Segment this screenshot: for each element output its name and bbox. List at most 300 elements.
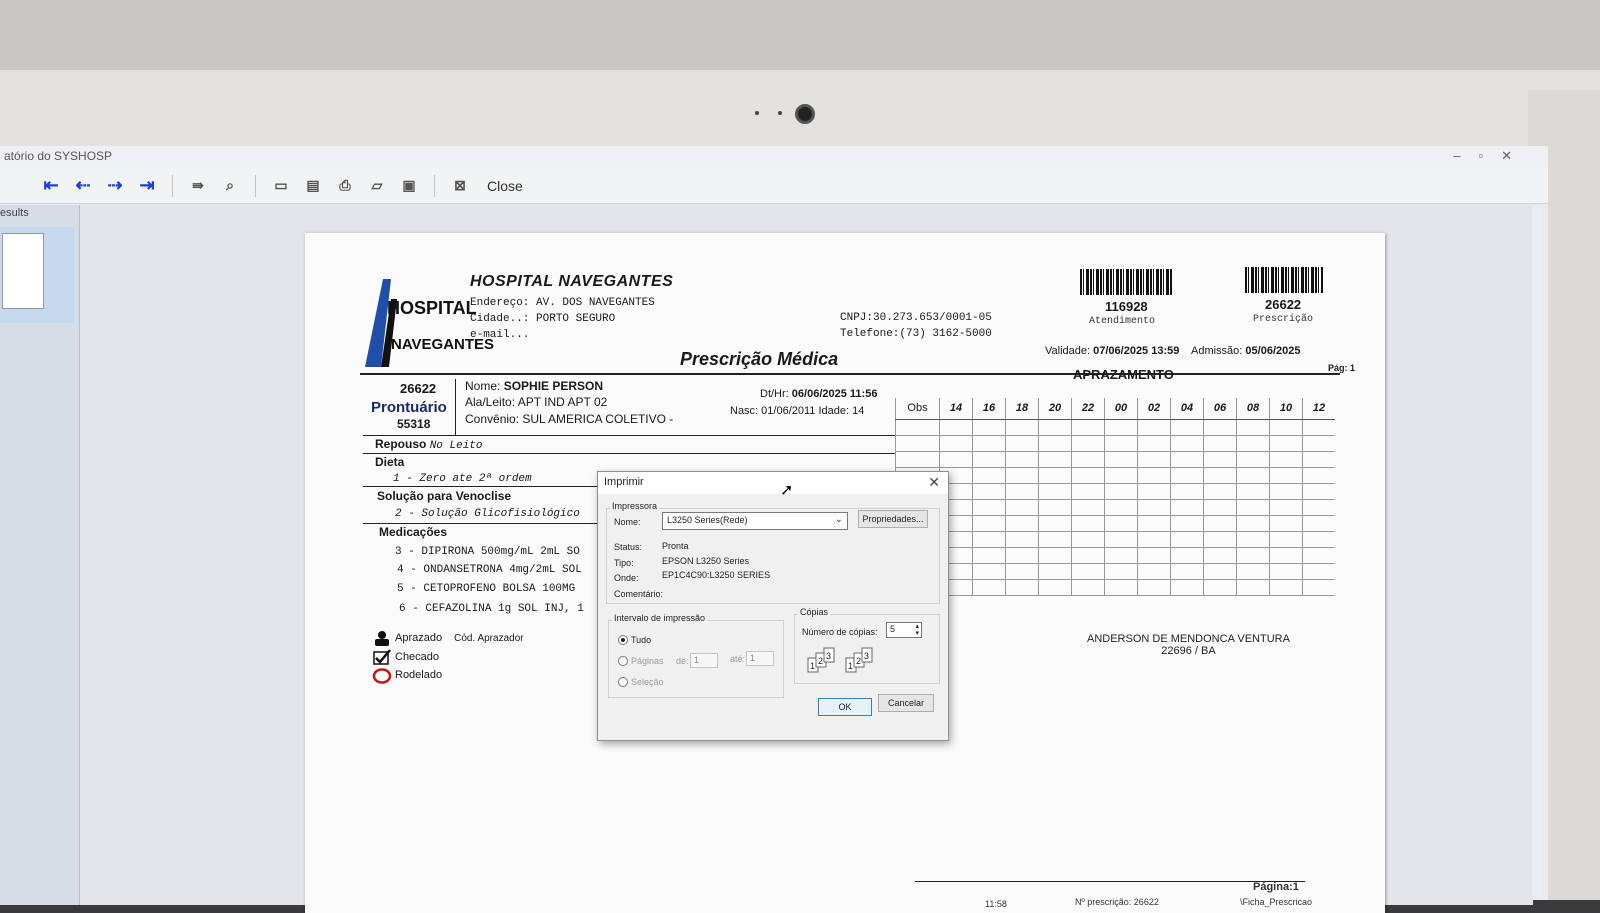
circle-mark-icon [373,667,391,683]
atendimento-number: 116928 [1105,299,1148,314]
prontuario-top-number: 26622 [400,381,437,396]
grid-cell [1302,548,1335,563]
grid-cell [1104,500,1137,515]
printer-select[interactable] [662,512,848,530]
grid-cell [1104,532,1137,547]
grid-row [895,532,1335,548]
grid-cell [1137,436,1170,451]
grid-cell [972,484,1005,499]
printer-name-label: Nome: [614,517,641,527]
section-rule [363,435,895,436]
medicacoes-heading: Medicações [379,525,448,539]
dialog-close-icon[interactable]: ✕ [928,474,940,490]
grid-cell [1038,532,1071,547]
grid-cell [1137,500,1170,515]
footer-page: Página:1 [1253,881,1299,893]
grid-cell [1170,452,1203,467]
grid-header-obs: Obs [895,398,939,419]
solucao-heading: Solução para Venoclise [377,489,512,503]
prescription-datetime [760,388,877,400]
grid-cell [1170,564,1203,579]
svg-text:2: 2 [818,656,824,666]
grid-row [895,436,1335,452]
type-label: Tipo: [614,558,634,568]
report-toolbar [0,168,1548,204]
grid-cell [1269,436,1302,451]
validade-label: Validade: [1045,345,1091,357]
grid-cell [1236,436,1269,451]
patient-box-divider [455,379,456,435]
dieta-item: 1 - Zero ate 2ª ordem [393,473,532,485]
grid-cell [1170,580,1203,595]
grid-cell [1269,452,1302,467]
repouso-value: No Leito [429,440,483,452]
hospital-cnpj: CNPJ:30.273.653/0001-05 [840,312,992,324]
grid-cell [1236,580,1269,595]
grid-cell [1005,580,1038,595]
dthr-label: Dt/Hr: [760,388,789,400]
grid-cell [1269,420,1302,435]
dialog-titlebar [598,472,948,494]
print-dialog [597,471,949,741]
grid-cell [1203,564,1236,579]
radio-icon [618,656,628,666]
grid-cell [1005,516,1038,531]
legend-checado-label: Checado [395,651,440,663]
grid-cell [1302,532,1335,547]
hospital-logo [357,269,495,369]
grid-cell [1236,484,1269,499]
grid-cell [1203,420,1236,435]
grid-cell [1236,564,1269,579]
grid-row [895,468,1335,484]
previous-page-icon[interactable]: ⇠ [75,175,91,195]
hospital-phone: Telefone:(73) 3162-5000 [840,328,992,340]
close-button[interactable]: Close [487,177,523,194]
patient-bed: Ala/Leito: APT IND APT 02 [465,395,608,409]
save-icon[interactable]: ▣ [402,177,416,193]
type-value: EPSON L3250 Series [662,556,750,566]
grid-header-hour: 10 [1269,398,1302,419]
person-icon [373,630,391,646]
copies-label: Cópias [800,607,829,617]
legend-cod-aprazador: Cód. Aprazador [454,632,524,644]
grid-cell [1071,436,1104,451]
exit-icon[interactable]: ⊠ [454,177,466,193]
grid-cell [1203,468,1236,483]
grid-cell [1269,468,1302,483]
prescricao-label: Prescrição [1253,314,1314,325]
grid-cell [1038,436,1071,451]
grid-header-hour: 04 [1170,398,1203,419]
status-label: Status: [614,542,643,552]
radio-icon [618,677,628,687]
grid-cell [1005,452,1038,467]
grid-header-row [895,398,1335,420]
atendimento-barcode [1080,269,1172,295]
grid-cell [1302,580,1335,595]
grid-cell [1302,468,1335,483]
find-icon[interactable]: ⌕ [226,177,234,193]
grid-cell [1236,420,1269,435]
grid-cell [1170,516,1203,531]
patient-name-line [465,379,603,393]
grid-cell [1302,500,1335,515]
repouso-label: Repouso [375,437,427,451]
window-title: atório do SYSHOSP [4,149,113,163]
grid-cell [895,420,939,435]
grid-cell [1302,564,1335,579]
grid-cell [1302,420,1335,435]
grid-cell [1170,484,1203,499]
grid-cell [1005,564,1038,579]
grid-cell [1137,564,1170,579]
grid-cell [1170,420,1203,435]
admissao-value: 05/06/2025 [1245,345,1301,357]
grid-cell [1236,548,1269,563]
footer-time: 11:58 [985,899,1007,909]
grid-cell [895,452,939,467]
grid-cell [1137,580,1170,595]
prescricao-number: 26622 [1265,297,1302,312]
medication-item: 6 - CEFAZOLINA 1g SOL INJ, 1 [399,603,584,615]
validity-line [1045,345,1300,357]
range-all-radio[interactable] [618,635,651,645]
grid-header-hour: 08 [1236,398,1269,419]
grid-cell [1038,452,1071,467]
hospital-name: HOSPITAL NAVEGANTES [470,273,674,290]
grid-cell [1104,468,1137,483]
legend-rodelado-label: Rodelado [395,669,443,681]
grid-cell [1236,532,1269,547]
grid-header-hour: 06 [1203,398,1236,419]
print-icon[interactable]: ⎙ [339,177,351,193]
next-page-icon[interactable]: ⇢ [107,175,123,195]
window-titlebar [0,146,1548,168]
chevron-down-icon: ⌄ [834,514,843,525]
grid-cell [1170,532,1203,547]
range-all-label: Tudo [631,635,652,645]
where-label: Onde: [614,573,639,583]
grid-cell [1236,468,1269,483]
toolbar-separator [255,175,256,197]
grid-header-hour: 14 [939,398,972,419]
grid-header-hour: 00 [1104,398,1137,419]
grid-header-hour: 20 [1038,398,1071,419]
comment-label: Comentário: [614,589,664,599]
atendimento-label: Atendimento [1089,316,1156,327]
grid-cell [1104,580,1137,595]
close-icon[interactable]: ✕ [1501,148,1530,163]
grid-cell [972,580,1005,595]
window-controls [1453,148,1530,164]
patient-name: SOPHIE PERSON [503,379,604,393]
page-indicator: Pág: 1 [1327,363,1355,373]
legend-aprazado [373,630,524,646]
grid-cell [1071,452,1104,467]
grid-cell [1137,548,1170,563]
dthr-value: 06/06/2025 11:56 [791,388,878,400]
grid-cell [1137,532,1170,547]
grid-cell [939,452,972,467]
grid-cell [1071,484,1104,499]
mouse-cursor-icon: ➚ [780,482,794,499]
grid-row [895,452,1335,468]
grid-cell [1170,436,1203,451]
grid-cell [1005,484,1038,499]
footer-prescription-number: Nº prescrição: 26622 [1075,897,1159,907]
grid-row [895,500,1335,516]
screen [0,146,1548,909]
section-rule [363,453,895,454]
range-selection-label: Seleção [631,677,664,687]
grid-cell [1170,500,1203,515]
grid-cell [1104,548,1137,563]
document-title: Prescrição Médica [680,349,839,369]
nome-label: Nome: [465,379,501,393]
grid-cell [1203,516,1236,531]
grid-cell [939,420,972,435]
grid-row [895,548,1335,564]
logo-text-hospital: HOSPITAL [387,298,477,318]
svg-text:2: 2 [856,656,862,666]
grid-row [895,484,1335,500]
first-page-icon[interactable]: ⇤ [43,175,59,195]
hospital-email: e-mail... [470,329,530,341]
aprazamento-grid [895,398,1335,598]
range-pages-radio[interactable] [618,656,664,666]
grid-cell [1071,580,1104,595]
grid-header-hour: 12 [1302,398,1335,419]
grid-cell [1071,532,1104,547]
cancel-button[interactable]: Cancelar [878,694,934,712]
patient-birth-age: Nasc: 01/06/2011 Idade: 14 [730,405,865,417]
grid-cell [1005,436,1038,451]
grid-cell [1104,436,1137,451]
legend-rodelado [373,667,442,683]
page-setup-icon[interactable]: ▭ [274,177,288,193]
grid-header-hour: 16 [972,398,1005,419]
ok-button[interactable]: OK [818,698,872,716]
grid-cell [972,564,1005,579]
grid-cell [939,436,972,451]
grid-cell [1203,548,1236,563]
grid-cell [1104,420,1137,435]
to-label: até: [730,654,746,664]
grid-cell [1269,564,1302,579]
copies-count-input[interactable] [886,622,922,638]
copies-count-label: Número de cópias: [802,627,878,637]
grid-cell [1236,452,1269,467]
grid-cell [972,532,1005,547]
grid-cell [1071,564,1104,579]
grid-cell [1071,468,1104,483]
footer-report-name: \Ficha_Prescricao [1240,897,1313,907]
last-page-icon[interactable]: ⇥ [139,175,155,195]
grid-cell [1071,420,1104,435]
prontuario-label: Prontuário [371,399,447,416]
grid-cell [1269,516,1302,531]
goto-page-icon[interactable]: ⇛ [192,177,204,193]
grid-cell [1269,532,1302,547]
grid-cell [1137,452,1170,467]
grid-cell [1005,468,1038,483]
aprazamento-title: APRAZAMENTO [1073,367,1174,382]
grid-row [895,580,1335,596]
grid-cell [1038,564,1071,579]
medication-item: 3 - DIPIRONA 500mg/mL 2mL SO [395,546,580,558]
grid-cell [1236,516,1269,531]
webcam-icon [795,104,815,124]
webcam-sensor-dot [778,111,782,115]
grid-cell [895,436,939,451]
footer-rule [915,881,1305,882]
grid-row [895,516,1335,532]
collate-icon [806,648,886,676]
to-page-input[interactable]: 1 [746,651,774,666]
grid-cell [972,500,1005,515]
grid-row [895,564,1335,580]
checkmark-icon [373,649,391,665]
results-tab[interactable]: esults [0,207,29,219]
grid-cell [1269,580,1302,595]
medication-item: 5 - CETOPROFENO BOLSA 100MG [397,583,576,595]
grid-cell [1302,452,1335,467]
solucao-item: 2 - Solução Glicofisiológico [395,508,580,520]
grid-cell [1203,500,1236,515]
grid-cell [1005,420,1038,435]
hospital-city: Cidade..: PORTO SEGURO [470,313,616,325]
grid-cell [1071,516,1104,531]
grid-cell [1302,484,1335,499]
grid-cell [1269,500,1302,515]
grid-cell [1038,420,1071,435]
grid-cell [1038,580,1071,595]
legend-checado [373,649,439,665]
grid-cell [972,436,1005,451]
minimize-icon[interactable]: – [1453,148,1479,163]
grid-cell [1137,420,1170,435]
print-range-label: Intervalo de impressão [614,613,706,623]
grid-header-hour: 18 [1005,398,1038,419]
grid-cell [1005,500,1038,515]
grid-cell [1203,580,1236,595]
grid-cell [1104,484,1137,499]
toolbar-separator [434,175,435,197]
grid-cell [1137,516,1170,531]
vertical-scrollbar[interactable] [1532,206,1542,896]
grid-cell [1203,484,1236,499]
grid-cell [1005,548,1038,563]
grid-body [895,420,1335,598]
dialog-title: Imprimir [604,476,644,488]
printer-select-value: L3250 Series(Rede) [667,515,748,525]
prescriber-signature [1087,633,1290,657]
medication-item: 4 - ONDANSETRONA 4mg/2mL SOL [397,564,582,576]
grid-cell [972,468,1005,483]
grid-header-hour: 02 [1137,398,1170,419]
prescriber-crm: 22696 / BA [1161,645,1216,657]
grid-cell [1269,484,1302,499]
thumbnail-pane [0,205,80,905]
grid-cell [1071,548,1104,563]
grid-cell [1203,436,1236,451]
svg-text:1: 1 [848,661,854,671]
properties-button[interactable]: Propriedades... [858,510,928,528]
from-label: de: [676,656,689,666]
prescriber-name: ANDERSON DE MENDONCA VENTURA [1087,633,1290,645]
prontuario-number: 55318 [397,417,431,431]
validade-value: 07/06/2025 13:59 [1093,345,1180,357]
grid-cell [1203,532,1236,547]
grid-cell [1137,484,1170,499]
hospital-address: Endereço: AV. DOS NAVEGANTES [470,297,655,309]
grid-cell [1170,548,1203,563]
prescricao-barcode [1245,267,1323,293]
maximize-icon[interactable]: ▫ [1478,148,1502,163]
toolbar-separator [172,175,173,197]
open-icon[interactable]: ▱ [371,177,383,193]
grid-cell [1104,516,1137,531]
grid-cell [1038,500,1071,515]
grid-cell [1302,436,1335,451]
grid-cell [972,516,1005,531]
range-pages-label: Páginas [631,656,664,666]
page-thumbnail[interactable] [0,227,74,323]
grid-cell [1236,500,1269,515]
repouso-heading [375,437,483,452]
where-value: EP1C4C90:L3250 SERIES [662,570,771,580]
header-rule [360,373,1340,375]
print-setup-icon[interactable]: ▤ [306,177,320,193]
grid-cell [1302,516,1335,531]
grid-cell [972,548,1005,563]
range-selection-radio[interactable] [618,677,664,687]
grid-cell [1104,564,1137,579]
grid-cell [972,420,1005,435]
grid-cell [1038,468,1071,483]
grid-cell [1137,468,1170,483]
grid-cell [1269,548,1302,563]
grid-cell [1170,468,1203,483]
status-value: Pronta [662,541,689,551]
radio-selected-icon [618,635,628,645]
grid-cell [1038,516,1071,531]
grid-header-hour: 22 [1071,398,1104,419]
from-page-input[interactable]: 1 [690,653,718,668]
dieta-heading: Dieta [375,455,405,469]
grid-cell [1104,452,1137,467]
svg-text:3: 3 [826,651,832,661]
svg-text:1: 1 [810,661,816,671]
grid-cell [972,452,1005,467]
grid-row [895,420,1335,436]
webcam-sensor-dot [755,111,759,115]
thumbnail-page-preview [2,233,44,309]
legend-aprazado-label: Aprazado [395,632,443,644]
grid-cell [1038,484,1071,499]
grid-cell [1071,500,1104,515]
grid-cell [1005,532,1038,547]
patient-insurance: Convênio: SUL AMERICA COLETIVO - [465,412,674,426]
svg-text:3: 3 [864,651,870,661]
copies-count-value: 5 [890,624,896,634]
logo-text-navegantes: NAVEGANTES [391,336,495,353]
admissao-label: Admissão: [1191,345,1243,357]
grid-cell [1203,452,1236,467]
spinner-arrows-icon[interactable]: ▴ ▾ [915,623,919,637]
printer-group-label: Impressora [612,501,658,511]
